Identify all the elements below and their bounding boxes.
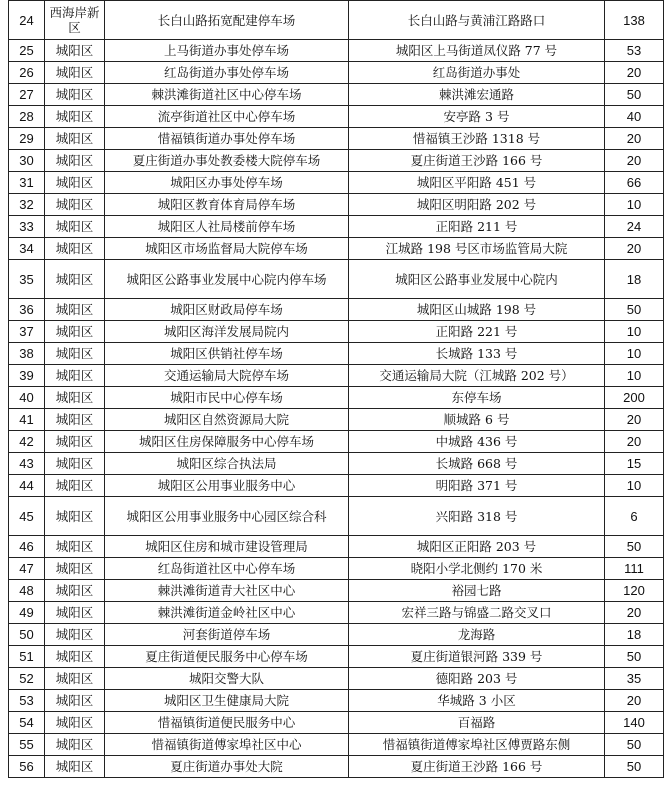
space-count-cell: 10 — [605, 194, 664, 216]
space-count-cell: 66 — [605, 172, 664, 194]
district-cell: 城阳区 — [45, 150, 105, 172]
address-cell: 德阳路 203 号 — [349, 668, 605, 690]
space-count-cell: 138 — [605, 1, 664, 40]
row-number-cell: 28 — [9, 106, 45, 128]
row-number-cell: 48 — [9, 580, 45, 602]
space-count-cell: 50 — [605, 646, 664, 668]
address-cell: 晓阳小学北侧约 170 米 — [349, 558, 605, 580]
district-cell: 城阳区 — [45, 497, 105, 536]
address-cell: 江城路 198 号区市场监管局大院 — [349, 238, 605, 260]
table-row — [9, 624, 664, 646]
parking-name-cell: 夏庄街道办事处教委楼大院停车场 — [105, 150, 349, 172]
table-row — [9, 690, 664, 712]
parking-name-cell: 城阳区办事处停车场 — [105, 172, 349, 194]
space-count-cell: 20 — [605, 431, 664, 453]
address-cell: 夏庄街道王沙路 166 号 — [349, 756, 605, 778]
address-cell: 长城路 668 号 — [349, 453, 605, 475]
address-cell: 夏庄街道王沙路 166 号 — [349, 150, 605, 172]
space-count-cell: 20 — [605, 128, 664, 150]
table-row — [9, 84, 664, 106]
parking-name-cell: 流亭街道社区中心停车场 — [105, 106, 349, 128]
parking-name-cell: 城阳区公用事业服务中心园区综合科 — [105, 497, 349, 536]
row-number-cell: 30 — [9, 150, 45, 172]
district-cell: 城阳区 — [45, 602, 105, 624]
table-row — [9, 216, 664, 238]
row-number-cell: 54 — [9, 712, 45, 734]
table-row — [9, 40, 664, 62]
space-count-cell: 120 — [605, 580, 664, 602]
address-cell: 城阳区上马街道凤仪路 77 号 — [349, 40, 605, 62]
table-row — [9, 431, 664, 453]
row-number-cell: 26 — [9, 62, 45, 84]
row-number-cell: 38 — [9, 343, 45, 365]
parking-name-cell: 惜福镇街道便民服务中心 — [105, 712, 349, 734]
table-row — [9, 343, 664, 365]
district-cell: 城阳区 — [45, 172, 105, 194]
table-row — [9, 668, 664, 690]
district-cell: 城阳区 — [45, 453, 105, 475]
space-count-cell: 20 — [605, 409, 664, 431]
address-cell: 交通运输局大院（江城路 202 号） — [349, 365, 605, 387]
space-count-cell: 50 — [605, 299, 664, 321]
district-cell: 城阳区 — [45, 84, 105, 106]
space-count-cell: 20 — [605, 62, 664, 84]
space-count-cell: 111 — [605, 558, 664, 580]
space-count-cell: 50 — [605, 84, 664, 106]
address-cell: 正阳路 221 号 — [349, 321, 605, 343]
address-cell: 华城路 3 小区 — [349, 690, 605, 712]
row-number-cell: 27 — [9, 84, 45, 106]
district-cell: 城阳区 — [45, 216, 105, 238]
parking-name-cell: 棘洪滩街道社区中心停车场 — [105, 84, 349, 106]
district-cell: 城阳区 — [45, 475, 105, 497]
table-row — [9, 409, 664, 431]
table-row — [9, 497, 664, 536]
address-cell: 惜福镇王沙路 1318 号 — [349, 128, 605, 150]
address-cell: 棘洪滩宏通路 — [349, 84, 605, 106]
district-cell: 城阳区 — [45, 238, 105, 260]
address-cell: 惜福镇街道傅家埠社区傅贾路东侧 — [349, 734, 605, 756]
address-cell: 龙海路 — [349, 624, 605, 646]
district-cell: 城阳区 — [45, 734, 105, 756]
district-cell: 城阳区 — [45, 624, 105, 646]
parking-name-cell: 长白山路拓宽配建停车场 — [105, 1, 349, 40]
table-row — [9, 365, 664, 387]
space-count-cell: 200 — [605, 387, 664, 409]
parking-name-cell: 城阳区公路事业发展中心院内停车场 — [105, 260, 349, 299]
address-cell: 顺城路 6 号 — [349, 409, 605, 431]
space-count-cell: 20 — [605, 690, 664, 712]
parking-name-cell: 城阳区海洋发展局院内 — [105, 321, 349, 343]
table-row — [9, 712, 664, 734]
space-count-cell: 40 — [605, 106, 664, 128]
table-row — [9, 260, 664, 299]
row-number-cell: 31 — [9, 172, 45, 194]
row-number-cell: 41 — [9, 409, 45, 431]
address-cell: 明阳路 371 号 — [349, 475, 605, 497]
row-number-cell: 39 — [9, 365, 45, 387]
space-count-cell: 10 — [605, 321, 664, 343]
row-number-cell: 50 — [9, 624, 45, 646]
district-cell: 城阳区 — [45, 40, 105, 62]
table-row — [9, 387, 664, 409]
address-cell: 城阳区正阳路 203 号 — [349, 536, 605, 558]
address-cell: 裕园七路 — [349, 580, 605, 602]
row-number-cell: 29 — [9, 128, 45, 150]
space-count-cell: 50 — [605, 734, 664, 756]
space-count-cell: 10 — [605, 475, 664, 497]
row-number-cell: 24 — [9, 1, 45, 40]
parking-name-cell: 城阳区综合执法局 — [105, 453, 349, 475]
row-number-cell: 36 — [9, 299, 45, 321]
parking-name-cell: 城阳区住房保障服务中心停车场 — [105, 431, 349, 453]
row-number-cell: 44 — [9, 475, 45, 497]
table-row — [9, 194, 664, 216]
row-number-cell: 51 — [9, 646, 45, 668]
address-cell: 城阳区平阳路 451 号 — [349, 172, 605, 194]
district-cell: 城阳区 — [45, 343, 105, 365]
district-cell: 城阳区 — [45, 106, 105, 128]
parking-name-cell: 河套街道停车场 — [105, 624, 349, 646]
address-cell: 长城路 133 号 — [349, 343, 605, 365]
table-row — [9, 475, 664, 497]
district-cell: 城阳区 — [45, 712, 105, 734]
address-cell: 城阳区公路事业发展中心院内 — [349, 260, 605, 299]
table-body — [9, 1, 664, 778]
parking-name-cell: 城阳区卫生健康局大院 — [105, 690, 349, 712]
row-number-cell: 56 — [9, 756, 45, 778]
district-cell: 城阳区 — [45, 365, 105, 387]
parking-name-cell: 城阳市民中心停车场 — [105, 387, 349, 409]
parking-name-cell: 惜福镇街道傅家埠社区中心 — [105, 734, 349, 756]
space-count-cell: 53 — [605, 40, 664, 62]
parking-name-cell: 红岛街道社区中心停车场 — [105, 558, 349, 580]
parking-name-cell: 惜福镇街道办事处停车场 — [105, 128, 349, 150]
table-row — [9, 238, 664, 260]
table-row — [9, 106, 664, 128]
district-cell: 城阳区 — [45, 299, 105, 321]
space-count-cell: 15 — [605, 453, 664, 475]
district-cell: 城阳区 — [45, 62, 105, 84]
row-number-cell: 46 — [9, 536, 45, 558]
row-number-cell: 37 — [9, 321, 45, 343]
row-number-cell: 42 — [9, 431, 45, 453]
district-cell: 城阳区 — [45, 409, 105, 431]
address-cell: 中城路 436 号 — [349, 431, 605, 453]
row-number-cell: 47 — [9, 558, 45, 580]
table-row — [9, 1, 664, 40]
address-cell: 城阳区山城路 198 号 — [349, 299, 605, 321]
space-count-cell: 50 — [605, 536, 664, 558]
table-row — [9, 128, 664, 150]
table-row — [9, 602, 664, 624]
district-cell: 城阳区 — [45, 128, 105, 150]
row-number-cell: 40 — [9, 387, 45, 409]
address-cell: 安亭路 3 号 — [349, 106, 605, 128]
district-cell: 城阳区 — [45, 646, 105, 668]
address-cell: 夏庄街道银河路 339 号 — [349, 646, 605, 668]
district-cell: 城阳区 — [45, 690, 105, 712]
district-cell: 城阳区 — [45, 387, 105, 409]
parking-name-cell: 城阳区教育体育局停车场 — [105, 194, 349, 216]
table-row — [9, 646, 664, 668]
row-number-cell: 52 — [9, 668, 45, 690]
district-cell: 城阳区 — [45, 321, 105, 343]
parking-name-cell: 夏庄街道办事处大院 — [105, 756, 349, 778]
space-count-cell: 10 — [605, 365, 664, 387]
parking-name-cell: 城阳区供销社停车场 — [105, 343, 349, 365]
district-cell: 城阳区 — [45, 580, 105, 602]
address-cell: 长白山路与黄浦江路路口 — [349, 1, 605, 40]
space-count-cell: 35 — [605, 668, 664, 690]
space-count-cell: 20 — [605, 150, 664, 172]
row-number-cell: 49 — [9, 602, 45, 624]
row-number-cell: 33 — [9, 216, 45, 238]
address-cell: 城阳区明阳路 202 号 — [349, 194, 605, 216]
address-cell: 宏祥三路与锦盛二路交叉口 — [349, 602, 605, 624]
row-number-cell: 55 — [9, 734, 45, 756]
parking-name-cell: 城阳区人社局楼前停车场 — [105, 216, 349, 238]
space-count-cell: 50 — [605, 756, 664, 778]
parking-name-cell: 交通运输局大院停车场 — [105, 365, 349, 387]
parking-name-cell: 城阳区市场监督局大院停车场 — [105, 238, 349, 260]
space-count-cell: 6 — [605, 497, 664, 536]
parking-name-cell: 城阳区自然资源局大院 — [105, 409, 349, 431]
table-row — [9, 756, 664, 778]
space-count-cell: 20 — [605, 602, 664, 624]
district-cell: 城阳区 — [45, 756, 105, 778]
space-count-cell: 20 — [605, 238, 664, 260]
space-count-cell: 24 — [605, 216, 664, 238]
space-count-cell: 140 — [605, 712, 664, 734]
parking-name-cell: 夏庄街道便民服务中心停车场 — [105, 646, 349, 668]
row-number-cell: 43 — [9, 453, 45, 475]
parking-name-cell: 城阳区住房和城市建设管理局 — [105, 536, 349, 558]
row-number-cell: 34 — [9, 238, 45, 260]
district-cell: 城阳区 — [45, 194, 105, 216]
parking-lot-table — [8, 0, 664, 778]
row-number-cell: 32 — [9, 194, 45, 216]
table-row — [9, 536, 664, 558]
table-row — [9, 453, 664, 475]
space-count-cell: 10 — [605, 343, 664, 365]
address-cell: 百福路 — [349, 712, 605, 734]
district-cell: 城阳区 — [45, 431, 105, 453]
table-row — [9, 150, 664, 172]
parking-name-cell: 棘洪滩街道青大社区中心 — [105, 580, 349, 602]
district-cell: 城阳区 — [45, 260, 105, 299]
address-cell: 东停车场 — [349, 387, 605, 409]
table-row — [9, 580, 664, 602]
parking-name-cell: 红岛街道办事处停车场 — [105, 62, 349, 84]
table-row — [9, 172, 664, 194]
parking-name-cell: 城阳交警大队 — [105, 668, 349, 690]
parking-name-cell: 上马街道办事处停车场 — [105, 40, 349, 62]
district-cell: 西海岸新区 — [45, 1, 105, 40]
parking-name-cell: 城阳区公用事业服务中心 — [105, 475, 349, 497]
table-row — [9, 321, 664, 343]
address-cell: 红岛街道办事处 — [349, 62, 605, 84]
address-cell: 兴阳路 318 号 — [349, 497, 605, 536]
row-number-cell: 35 — [9, 260, 45, 299]
row-number-cell: 45 — [9, 497, 45, 536]
district-cell: 城阳区 — [45, 536, 105, 558]
table-row — [9, 734, 664, 756]
space-count-cell: 18 — [605, 260, 664, 299]
table-row — [9, 299, 664, 321]
table-row — [9, 62, 664, 84]
address-cell: 正阳路 211 号 — [349, 216, 605, 238]
district-cell: 城阳区 — [45, 668, 105, 690]
parking-name-cell: 棘洪滩街道金岭社区中心 — [105, 602, 349, 624]
parking-name-cell: 城阳区财政局停车场 — [105, 299, 349, 321]
row-number-cell: 25 — [9, 40, 45, 62]
space-count-cell: 18 — [605, 624, 664, 646]
row-number-cell: 53 — [9, 690, 45, 712]
district-cell: 城阳区 — [45, 558, 105, 580]
table-row — [9, 558, 664, 580]
